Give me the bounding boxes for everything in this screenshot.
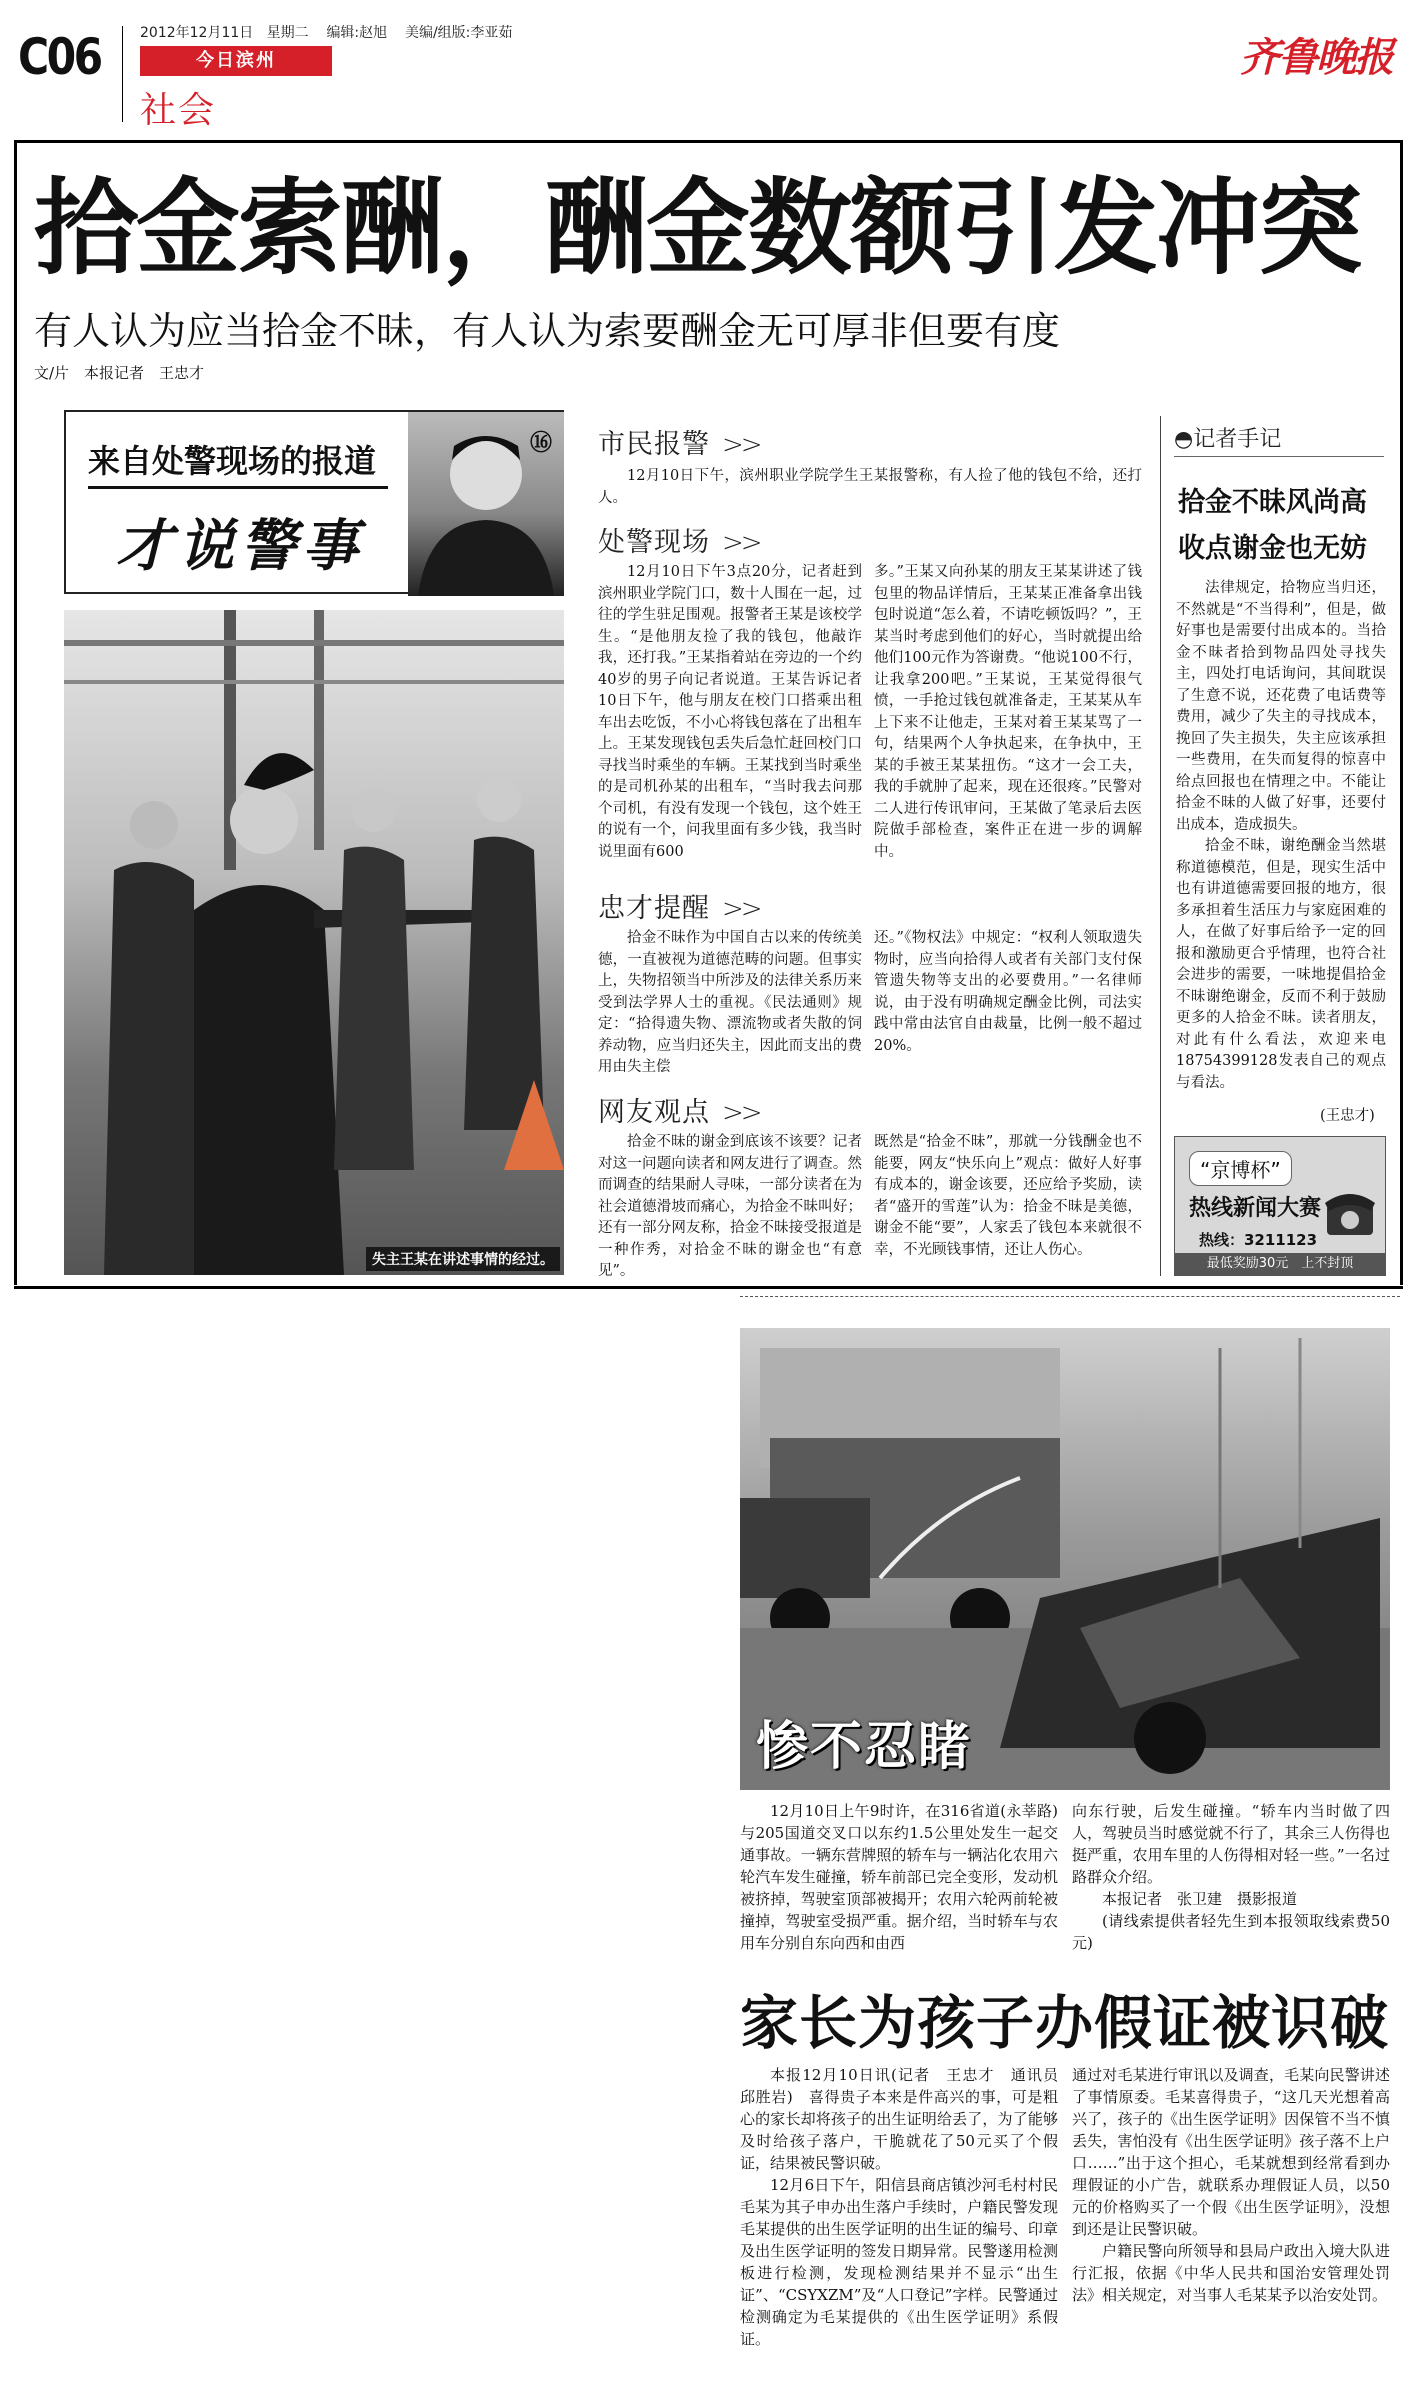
crash-photo bbox=[740, 1328, 1390, 1790]
lead-photo-caption: 失主王某在讲述事情的经过。 bbox=[366, 1247, 560, 1271]
lead-headline: 拾金索酬，酬金数额引发冲突 bbox=[34, 167, 1361, 289]
column-banner bbox=[64, 410, 564, 594]
notes-divider bbox=[1160, 416, 1161, 1276]
column-number: ⑯ bbox=[530, 431, 553, 456]
column-banner-title: 来自处警现场的报道 bbox=[88, 442, 377, 480]
crash-text-a bbox=[740, 1800, 1058, 1950]
section-heading-scene-label: 处警现场 bbox=[598, 527, 710, 558]
hotline-title: 热线新闻大赛 bbox=[1189, 1196, 1322, 1221]
notes-label-icon: ◓ bbox=[1174, 427, 1194, 452]
report-paragraph: 12月10日下午，滨州职业学院学生王某报警称，有人捡了他的钱包不给，还打人。 bbox=[598, 468, 1142, 506]
masthead-meta bbox=[140, 22, 512, 42]
section-heading-reminder bbox=[598, 886, 760, 925]
section-heading-netizen bbox=[598, 1090, 760, 1129]
hotline-phone: 热线：3211123 bbox=[1199, 1231, 1318, 1249]
notes-label-text: 记者手记 bbox=[1193, 427, 1282, 452]
frame-right bbox=[1400, 140, 1403, 1285]
netizen-paragraph-b: 既然是“拾金不昧”，那就一分钱酬金也不能要，网友“快乐向上”观点：做好人好事有成本的，谢金该要，还应给予奖励，读者“盛开的雪莲”认为：拾金不昧是美德，谢金不能“要”，人家丢了钱包本来就很不幸，不光顾钱事情，还让人伤心。 bbox=[874, 1134, 1142, 1258]
top-frame bbox=[14, 140, 1403, 143]
section-heading-scene-arrow: >> bbox=[722, 528, 760, 558]
section-scene-text-b bbox=[874, 562, 1142, 872]
section-reminder-text-b bbox=[874, 928, 1142, 1080]
section-name: 社会 bbox=[140, 90, 217, 131]
crash-text-b bbox=[1072, 1800, 1390, 1960]
section-heading-netizen-arrow: >> bbox=[722, 1098, 760, 1128]
reminder-paragraph-a: 拾金不昧作为中国自古以来的传统美德，一直被视为道德范畴的问题。但事实上，失物招领当中所涉及的法律关系历来受到法学界人士的重视。《民法通则》规定：“拾得遗失物、漂流物或者失散的饲养动物，应当归还失主，因此而支出的费用由失主偿 bbox=[598, 930, 862, 1075]
lead-subheadline: 有人认为应当拾金不昧，有人认为索要酬金无可厚非但要有度 bbox=[34, 309, 1061, 353]
hotline-ad bbox=[1174, 1136, 1386, 1276]
people-scene-icon bbox=[64, 610, 564, 1275]
section-reminder-text-a bbox=[598, 928, 862, 1080]
fake-paragraph-4: 户籍民警向所领导和县局户政出入境大队进行汇报，依据《中华人民共和国治安管理处罚法》相关规定，对当事人毛某某予以治安处罚。 bbox=[1072, 2242, 1390, 2304]
issue-date: 2012年12月11日 bbox=[140, 25, 254, 41]
section-heading-scene bbox=[598, 520, 760, 559]
section-heading-report-arrow: >> bbox=[722, 430, 760, 460]
reminder-paragraph-b: 还。”《物权法》中规定：“权利人领取遗失物时，应当向拾得人或者有关部门支付保管遗失物等支出的必要费用。”一名律师说，由于没有明确规定酬金比例，司法实践中常由法官自由裁量，比例一般不超过20%。 bbox=[874, 930, 1142, 1054]
notes-title-line2: 收点谢金也无妨 bbox=[1178, 533, 1367, 564]
issue-weekday: 星期二 bbox=[266, 25, 309, 41]
scene-paragraph-a: 12月10日下午3点20分，记者赶到滨州职业学院门口，数十人围在一起，过往的学生驻足围观。报警者王某是该校学生。“是他朋友捡了我的钱包，他敲诈我，还打我。”王某指着站在旁边的一个约40岁的男子向记者说道。王某告诉记者10日下午，他与朋友在校门口搭乘出租车出去吃饭，不小心将钱包落在了出租车上。王某发现钱包丢失后急忙赶回校门口寻找当时乘坐的车辆。王某找到当时乘坐的是司机孙某的出租车，“当时我去问那个司机，有没有发现一个钱包，这个姓王的说有一个，问我里面有多少钱，我当时说里面有600 bbox=[598, 564, 862, 860]
section-scene-text-a bbox=[598, 562, 862, 872]
notes-label bbox=[1174, 422, 1281, 453]
fake-paragraph-2: 12月6日下午，阳信县商店镇沙河毛村村民毛某为其子申办出生落户手续时，户籍民警发现毛某提供的出生医学证明的出生证的编号、印章及出生医学证明的签发日期异常。民警遂用检测板进行检测，发现检测结果并不显示“出生证”、“CSYXZM”及“人口登记”字样。民警通过检测确定为毛某提供的《出生医学证明》系假证。 bbox=[740, 2176, 1058, 2348]
lead-byline: 文/片 本报记者 王忠才 bbox=[34, 364, 205, 382]
editor: 编辑:赵旭 bbox=[326, 25, 388, 41]
scene-paragraph-b: 多。”王某又向孙某的朋友王某某讲述了钱包里的物品详情后，王某某正准备拿出钱包时说道“怎么着，不请吃顿饭吗？”，王某当时考虑到他们的好心，当时就提出给他们100元作为答谢费。“他说100不行，让我拿200吧。”王某说，王某觉得很气愤，一手抢过钱包就准备走，王某某从车上下来不让他走，王某对着王某某骂了一句，结果两个人争执起来，在争执中，王某的手被王某某扭伤。“这才一会工夫，我的手就肿了起来，现在还很疼。”民警对二人进行传讯审问，王某做了笔录后去医院做手部检查，案件正在进一步的调解中。 bbox=[874, 564, 1142, 860]
crash-paragraph-a: 12月10日上午9时许，在316省道(永莘路)与205国道交叉口以东约1.5公里处发生一起交通事故。一辆东营牌照的轿车与一辆沾化农用六轮汽车发生碰撞，轿车前部已完全变形，发动机被挤掉，驾驶室顶部被揭开；农用六轮两前轮被撞掉，驾驶室受损严重。据介绍，当时轿车与农用车分别自东向西和由西 bbox=[740, 1802, 1058, 1952]
dashed-separator bbox=[740, 1296, 1400, 1297]
fake-paragraph-1: 本报12月10日讯(记者 王忠才 通讯员 邱胜岩) 喜得贵子本来是件高兴的事，可是粗心的家长却将孩子的出生证明给丢了，为了能够及时给孩子落户，干脆就花了50元买了个假证，结果被民警识破。 bbox=[740, 2066, 1074, 2172]
notes-paragraph-2: 拾金不昧，谢绝酬金当然堪称道德模范，但是，现实生活中也有讲道德需要回报的地方，很多承担着生活压力与家庭困难的人，在做了好事后给予一定的回报和激励更合乎情理，也符合社会进步的需要，一味地提倡拾金不昧谢绝谢金，反而不利于鼓励更多的人拾金不昧。读者朋友，对此有什么看法，欢迎来电18754399128发表自己的观点与看法。 bbox=[1176, 838, 1386, 1091]
section-heading-report-label: 市民报警 bbox=[598, 429, 710, 460]
page-number: C06 bbox=[18, 28, 101, 86]
notes-paragraph-1: 法律规定，拾物应当归还，不然就是“不当得利”，但是，做好事也是需要付出成本的。当拾金不昧者拾到物品四处寻找失主，四处打电话询问，其间耽误了生意不说，还花费了电话费等费用，减少了失主的寻找成本，挽回了失主损失，失主应该承担一些费用，在失而复得的惊喜中给点回报也在情理之中。不能让拾金不昧的人做了好事，还要付出成本，造成损失。 bbox=[1176, 580, 1386, 833]
column-name: 才说警事 bbox=[116, 513, 364, 579]
section-netizen-text-a bbox=[598, 1132, 862, 1279]
section-heading-reminder-label: 忠才提醒 bbox=[598, 893, 710, 924]
crash-credit: 本报记者 张卫建 摄影报道 bbox=[1102, 1890, 1298, 1908]
section-netizen-text-b bbox=[874, 1132, 1142, 1274]
crash-paragraph-b: 向东行驶，后发生碰撞。“轿车内当时做了四人，驾驶员当时感觉就不行了，其余三人伤得也挺严重，农用车里的人伤得相对轻一些。”一名过路群众介绍。 bbox=[1072, 1802, 1390, 1886]
crash-caption: 惨不忍睹 bbox=[756, 1717, 973, 1777]
designer: 美编/组版:李亚茹 bbox=[404, 25, 513, 41]
newspaper-logo: 齐鲁晚报 bbox=[1240, 34, 1392, 81]
fake-paragraph-3: 通过对毛某进行审讯以及调查，毛某向民警讲述了事情原委。毛某喜得贵子，“这几天光想着高兴了，孩子的《出生医学证明》因保管不当不慎丢失，害怕没有《出生医学证明》孩子落不上户口……”出于这个担心，毛某就想到经常看到办理假证的小广告，就联系办理假证人员，以50元的价格购买了一个假《出生医学证明》，没想到还是让民警识破。 bbox=[1072, 2066, 1390, 2238]
section-heading-reminder-arrow: >> bbox=[722, 894, 760, 924]
crash-note: (请线索提供者轻先生到本报领取线索费50元) bbox=[1072, 1912, 1390, 1952]
top-frame-bottom bbox=[14, 1286, 1403, 1289]
fake-text-a bbox=[740, 2064, 1074, 2364]
hotline-prize: 最低奖励30元 上不封顶 bbox=[1175, 1253, 1385, 1275]
netizen-paragraph-a: 拾金不昧的谢金到底该不该要？记者对这一问题向读者和网友进行了调查。然而调查的结果耐人寻味，一部分读者在为社会道德滑坡而痛心，为拾金不昧叫好；还有一部分网友称，拾金不昧接受报道是一种作秀，对拾金不昧的谢金也“有意见”。 bbox=[598, 1134, 862, 1279]
notes-body bbox=[1176, 578, 1386, 1116]
masthead-divider bbox=[122, 26, 123, 122]
hotline-cup: “京博杯” bbox=[1189, 1151, 1292, 1186]
column-banner-rule bbox=[88, 486, 388, 489]
section-heading-netizen-label: 网友观点 bbox=[598, 1097, 710, 1128]
notes-author: (王忠才) bbox=[1320, 1108, 1375, 1124]
fake-headline: 家长为孩子办假证被识破 bbox=[740, 1989, 1390, 2057]
fake-text-b bbox=[1072, 2064, 1390, 2364]
section-heading-report bbox=[598, 422, 760, 461]
frame-left bbox=[14, 140, 17, 1285]
section-badge: 今日滨州 bbox=[140, 46, 332, 76]
notes-title-rule bbox=[1174, 456, 1384, 457]
lead-photo bbox=[64, 610, 564, 1275]
section-report-text bbox=[598, 466, 1142, 509]
notes-title-line1: 拾金不昧风尚高 bbox=[1178, 487, 1367, 518]
telephone-icon bbox=[1321, 1181, 1379, 1239]
